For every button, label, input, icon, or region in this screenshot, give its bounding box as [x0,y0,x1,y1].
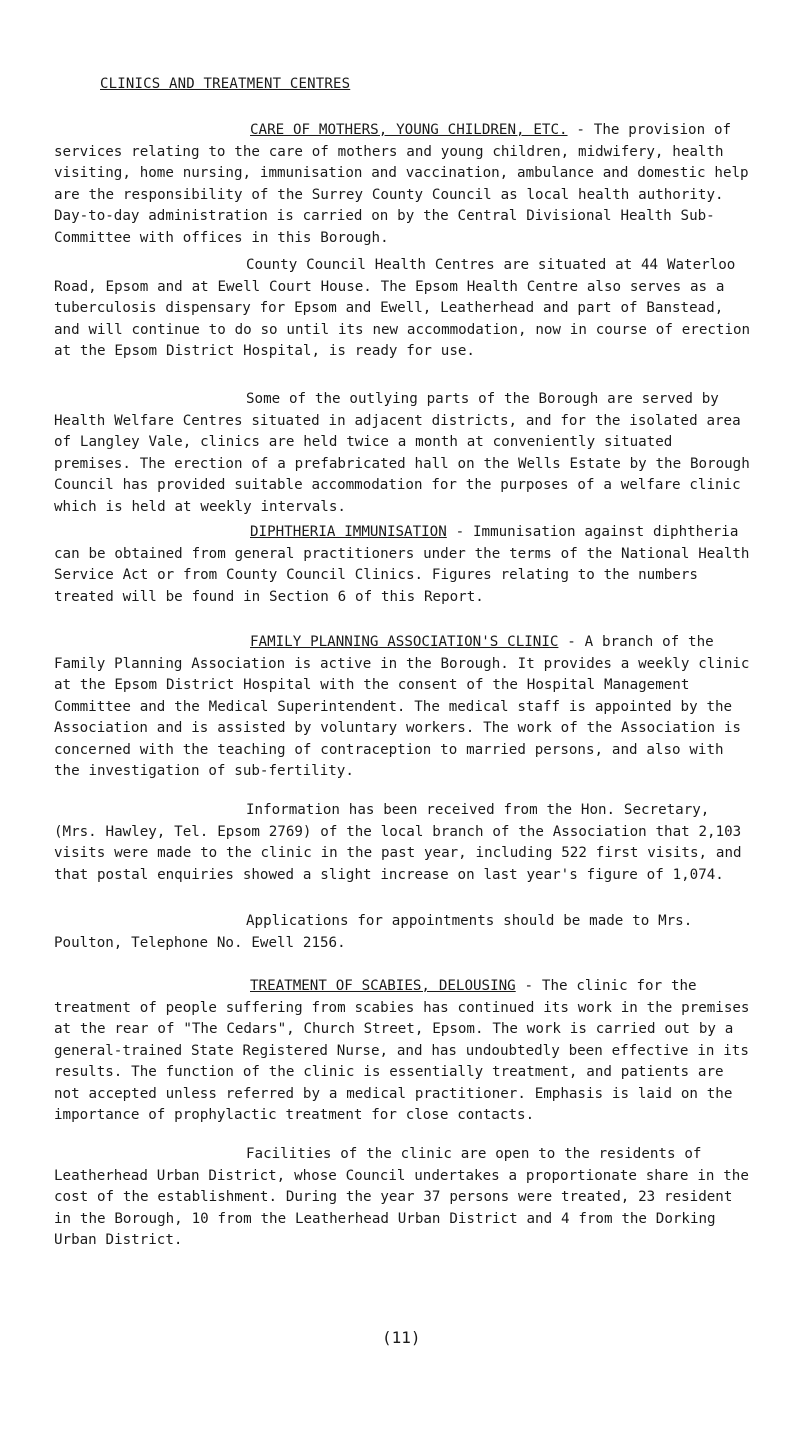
paragraph-applications [54,911,754,954]
paragraph-text: Some of the outlying parts of the Borough are served by Health Welfare Centres situated in adjacent districts, and for the isolated area of Langley Vale, clinics are held twice a month at conveniently situated premises. The erection of a prefabricated hall on the Wells Estate by the Borough Council has provided suitable accommodation for the purposes of a welfare clinic which is held at weekly intervals. [54,391,750,515]
paragraph-text: - The clinic for the treatment of people suffering from scabies has continued its work in the premises at the rear of "The Cedars", Church Street, Epsom. The work is carried out by a general-trained State Registered Nurse, and has undoubtedly been effective in its results. The function of the clinic is essentially treatment, and patients are not accepted unless referred by a medical practitioner. Emphasis is laid on the importance of prophylactic treatment for close contacts. [54,978,750,1123]
section-heading: CARE OF MOTHERS, YOUNG CHILDREN, ETC. [250,122,568,138]
paragraph-health-centres [54,255,754,363]
paragraph-care-of-mothers [54,120,754,249]
page-number: (11) [382,1328,421,1347]
paragraph-text: County Council Health Centres are situated at 44 Waterloo Road, Epsom and at Ewell Court House. The Epsom Health Centre also serves as a tuberculosis dispensary for Epsom and Ewell, Leatherhead and part of Banstead, and will continue to do so until its new accommodation, now in course of erection at the Epsom District Hospital, is ready for use. [54,257,751,359]
section-heading: DIPHTHERIA IMMUNISATION [250,524,447,540]
section-heading: FAMILY PLANNING ASSOCIATION'S CLINIC [250,634,559,650]
paragraph-facilities [54,1144,754,1252]
paragraph-text: Facilities of the clinic are open to the residents of Leatherhead Urban District, whose Council undertakes a proportionate share in the cost of the establishment. During the year 37 persons were treated, 23 resident in the Borough, 10 from the Leatherhead Urban District and 4 from the Dorking Urban District. [54,1146,749,1248]
paragraph-text: - Immunisation against diphtheria can be obtained from general practitioners under the terms of the National Health Service Act or from County Council Clinics. Figures relating to the numbers treated will be found in Section 6 of this Report. [54,524,750,605]
page-title: CLINICS AND TREATMENT CENTRES [100,76,351,92]
paragraph-text: - The provision of services relating to the care of mothers and young children, midwifery, health visiting, home nursing, immunisation and vaccination, ambulance and domestic help are the responsibility of the Surrey County Council as local health authority. Day-to-day administration is carried on by the Central Divisional Health Sub-Committee with offices in this Borough. [54,122,749,246]
paragraph-text: Information has been received from the Hon. Secretary, (Mrs. Hawley, Tel. Epsom 2769) of the local branch of the Association that 2,103 visits were made to the clinic in the past year, including 522 first visits, and that postal enquiries showed a slight increase on last year's figure of 1,074. [54,802,742,883]
paragraph-text: Applications for appointments should be made to Mrs. Poulton, Telephone No. Ewell 2156. [54,913,693,951]
paragraph-scabies [54,976,754,1127]
section-heading: TREATMENT OF SCABIES, DELOUSING [250,978,516,994]
paragraph-family-planning [54,632,754,783]
paragraph-information [54,800,754,886]
paragraph-text: - A branch of the Family Planning Association is active in the Borough. It provides a weekly clinic at the Epsom District Hospital with the consent of the Hospital Management Committee and the Medical Superintendent. The medical staff is appointed by the Association and is assisted by voluntary workers. The work of the Association is concerned with the teaching of contraception to married persons, and also with the investigation of sub-fertility. [54,634,750,779]
paragraph-diphtheria [54,522,754,608]
paragraph-outlying-parts [54,389,754,518]
